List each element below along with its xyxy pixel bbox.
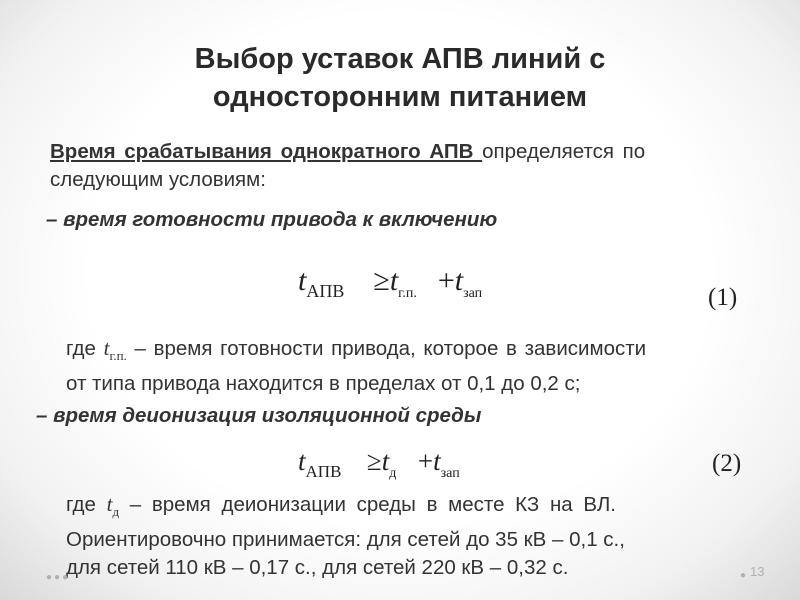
formula-1-sub-apv: АПВ xyxy=(306,281,345,301)
formula-1-sub-zap: зап xyxy=(463,286,483,301)
formula-2-sub-apv: АПВ xyxy=(305,462,342,481)
formula-1-t-zap: t xyxy=(454,264,464,297)
formula-2-t-apv: t xyxy=(298,446,306,476)
footer-dots-left-icon: ●●● xyxy=(46,572,71,583)
title-line-2: односторонним питанием xyxy=(212,81,588,113)
page-number: 13 xyxy=(750,564,765,579)
equation-number-2: (2) xyxy=(712,450,742,477)
footer-dot-right-icon: ● xyxy=(740,570,747,581)
formula-2-t-d: t xyxy=(381,446,390,476)
slide-title xyxy=(0,40,800,116)
note-2-t: t xyxy=(106,492,113,516)
note-1-sub: г.п. xyxy=(109,348,127,363)
condition-1: – время готовности привода к включению xyxy=(46,208,498,231)
note-1-where: где xyxy=(66,337,96,360)
formula-2-ge: ≥ xyxy=(366,446,382,476)
formula-1 xyxy=(298,264,482,302)
formula-2-t-zap: t xyxy=(433,446,441,476)
note-2-line-2: Ориентировочно принимается: для сетей до 35 кВ – 0,1 с., xyxy=(66,528,625,551)
formula-2-plus: + xyxy=(417,446,434,476)
formula-1-t-apv: t xyxy=(298,264,307,297)
condition-2: – время деионизация изоляционной среды xyxy=(36,404,482,427)
formula-2 xyxy=(298,446,460,482)
note-1 xyxy=(66,334,756,398)
formula-1-t-gp: t xyxy=(389,264,399,297)
intro-rest-text: определяется по xyxy=(482,140,646,163)
equation-number-1: (1) xyxy=(708,284,738,311)
note-1-text: – время готовности привода, которое в зависимости xyxy=(134,337,647,360)
intro-paragraph xyxy=(50,138,750,194)
formula-1-ge: ≥ xyxy=(373,264,390,297)
note-1-t: t xyxy=(103,336,110,360)
formula-2-sub-d: д xyxy=(389,466,397,481)
intro-underlined-text: Время срабатывания однократного АПВ xyxy=(50,140,483,163)
intro-line-2: следующим условиям: xyxy=(50,168,266,191)
note-2 xyxy=(66,490,756,582)
formula-1-sub-gp: г.п. xyxy=(398,286,417,301)
note-2-sub: д xyxy=(112,504,120,519)
note-2-where: где xyxy=(66,493,96,516)
note-1-line-2: от типа привода находится в пределах от 0,1 до 0,2 с; xyxy=(66,372,581,395)
formula-2-sub-zap: зап xyxy=(440,466,460,481)
note-2-text: – время деионизации среды в месте КЗ на ВЛ. xyxy=(129,493,616,516)
formula-1-plus: + xyxy=(437,264,455,297)
note-2-line-3: для сетей 110 кВ – 0,17 с., для сетей 220 кВ – 0,32 с. xyxy=(66,556,569,579)
title-line-1: Выбор уставок АПВ линий с xyxy=(194,43,606,75)
